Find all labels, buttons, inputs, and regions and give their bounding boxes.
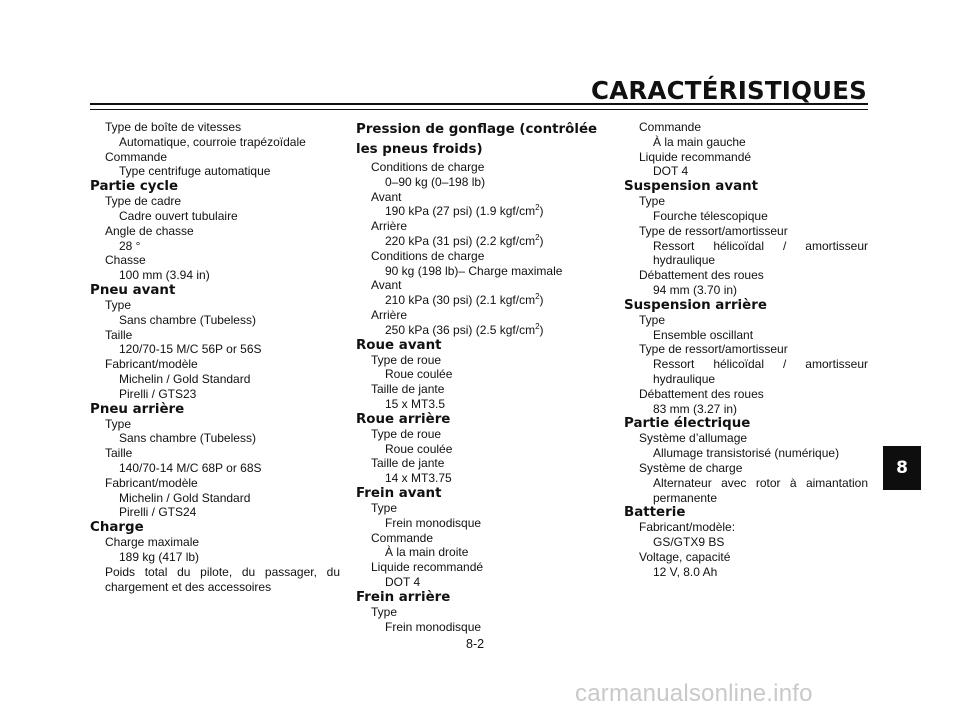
spec-value: Michelin / Gold Standard [119, 490, 251, 505]
spec-value: À la main gauche [653, 134, 746, 149]
spec-label: Débattement des roues [639, 386, 764, 401]
spec-label: Taille de jante [371, 382, 445, 397]
spec-value: 100 mm (3.94 in) [119, 268, 210, 283]
spec-value: Automatique, courroie trapézoïdale [119, 134, 306, 149]
spec-label: Type [371, 604, 398, 619]
spec-value [356, 234, 606, 249]
spec-value: Pirelli / GTS24 [119, 505, 197, 520]
paren-close: ) [539, 233, 544, 248]
spec-value: Frein monodisque [385, 619, 482, 634]
spec-label: Fabricant/modèle: [639, 520, 736, 535]
pressure-text: 250 kPa (36 psi) (2.5 kgf/cm [385, 322, 536, 337]
spec-value: 12 V, 8.0 Ah [653, 564, 718, 579]
column-right [624, 120, 874, 580]
spec-label: Type de roue [371, 426, 442, 441]
spec-value: Frein monodisque [385, 515, 482, 530]
spec-value: Ressort hélicoïdal / amortisseur hydraulique [653, 238, 868, 268]
spec-label: Charge maximale [105, 535, 200, 550]
watermark: carmanualsonline.info [575, 680, 813, 707]
spec-label: Poids total du pilote, du passager, du chargement et des accessoires [105, 564, 340, 594]
spec-label: Arrière [371, 219, 408, 234]
spec-label: Angle de chasse [105, 223, 194, 238]
section-heading: Charge [90, 520, 144, 536]
section-heading: Pneu arrière [90, 401, 185, 417]
spec-label: Type de ressort/amortisseur [639, 342, 788, 357]
spec-label: Type [639, 194, 666, 209]
section-heading: Batterie [624, 505, 686, 521]
section-heading: Frein avant [356, 485, 442, 501]
pressure-text: 190 kPa (27 psi) (1.9 kgf/cm [385, 204, 536, 219]
section-heading: Pneu avant [90, 282, 176, 298]
superscript: 2 [535, 321, 540, 331]
spec-value: Ressort hélicoïdal / amortisseur hydraulique [653, 357, 868, 386]
spec-value: 14 x MT3.75 [385, 471, 452, 486]
chapter-tab: 8 [883, 446, 921, 490]
spec-label: Type [105, 416, 132, 431]
pressure-text: 220 kPa (31 psi) (2.2 kgf/cm [385, 233, 536, 248]
spec-value: 83 mm (3.27 in) [653, 401, 738, 416]
spec-label: Type [105, 297, 132, 312]
spec-label: Fabricant/modèle [105, 475, 198, 490]
spec-value: Michelin / Gold Standard [119, 371, 251, 386]
spec-value: 140/70-14 M/C 68P or 68S [119, 460, 262, 475]
pressure-text: 210 kPa (30 psi) (2.1 kgf/cm [385, 293, 536, 308]
section-heading: Roue avant [356, 337, 442, 353]
spec-label: Avant [371, 189, 402, 204]
paren-close: ) [539, 293, 544, 308]
spec-value: À la main droite [385, 545, 469, 560]
spec-value: Ensemble oscillant [653, 327, 754, 342]
spec-label: Système d’allumage [639, 431, 748, 446]
spec-label: Conditions de charge [371, 160, 485, 174]
spec-value: Cadre ouvert tubulaire [119, 208, 238, 223]
page-number: 8-2 [466, 637, 485, 651]
section-heading: Pression de gonflage (contrôlée les pneus froids) [356, 122, 598, 157]
superscript: 2 [535, 292, 540, 302]
spec-label: Type [371, 500, 398, 515]
spec-value: Pirelli / GTS23 [119, 386, 197, 401]
spec-value: 94 mm (3.70 in) [653, 282, 738, 297]
spec-value: 15 x MT3.5 [385, 396, 446, 411]
spec-value: Sans chambre (Tubeless) [119, 312, 256, 327]
spec-value: Roue coulée [385, 441, 453, 456]
header-rule [90, 103, 868, 110]
section-heading: Partie électrique [624, 416, 751, 432]
section-heading: Partie cycle [90, 179, 179, 195]
spec-value: Roue coulée [385, 367, 453, 382]
spec-label: Voltage, capacité [639, 549, 731, 564]
spec-label: Type de boîte de vitesses [105, 120, 242, 134]
spec-value: 120/70-15 M/C 56P or 56S [119, 342, 262, 357]
paren-close: ) [539, 204, 544, 219]
spec-label: Commande [105, 149, 168, 164]
spec-label: Type de ressort/amortisseur [639, 223, 788, 238]
spec-value: GS/GTX9 BS [653, 535, 725, 550]
spec-value [356, 204, 606, 219]
spec-label: Type de cadre [105, 194, 182, 209]
spec-value: 189 kg (417 lb) [119, 549, 200, 564]
superscript: 2 [535, 203, 540, 213]
spec-value: Allumage transistorisé (numérique) [653, 446, 840, 461]
spec-label: Système de charge [639, 460, 743, 475]
page-title: CARACTÉRISTIQUES [591, 76, 867, 105]
spec-value: 90 kg (198 lb)– Charge maximale [385, 263, 563, 278]
spec-value: 28 ° [119, 238, 141, 253]
superscript: 2 [535, 232, 540, 242]
column-left [90, 120, 340, 594]
spec-label: Taille [105, 327, 133, 342]
spec-value: DOT 4 [385, 574, 421, 589]
spec-value [356, 323, 606, 338]
spec-label: Liquide recommandé [639, 149, 752, 164]
spec-label: Taille [105, 446, 133, 461]
spec-label: Taille de jante [371, 456, 445, 471]
section-heading: Roue arrière [356, 411, 451, 427]
paren-close: ) [539, 322, 544, 337]
spec-value: Type centrifuge automatique [119, 164, 271, 179]
spec-value: DOT 4 [653, 164, 689, 179]
spec-value: Sans chambre (Tubeless) [119, 431, 256, 446]
spec-label: Débattement des roues [639, 268, 764, 283]
spec-label: Arrière [371, 307, 408, 322]
spec-label: Commande [371, 530, 434, 545]
spec-label: Commande [639, 120, 702, 134]
spec-label: Chasse [105, 253, 146, 268]
column-middle [356, 120, 606, 634]
spec-label: Conditions de charge [371, 248, 485, 263]
spec-label: Avant [371, 278, 402, 293]
section-heading: Suspension avant [624, 179, 759, 195]
spec-label: Type de roue [371, 352, 442, 367]
spec-value: Alternateur avec rotor à aimantation permanente [653, 475, 868, 505]
section-heading: Frein arrière [356, 589, 451, 605]
spec-label: Liquide recommandé [371, 560, 484, 575]
spec-value: Fourche télescopique [653, 208, 768, 223]
spec-value [356, 293, 606, 308]
section-heading: Suspension arrière [624, 297, 767, 313]
spec-label: Fabricant/modèle [105, 357, 198, 372]
spec-label: Type [639, 312, 666, 327]
spec-value: 0–90 kg (0–198 lb) [385, 174, 486, 189]
